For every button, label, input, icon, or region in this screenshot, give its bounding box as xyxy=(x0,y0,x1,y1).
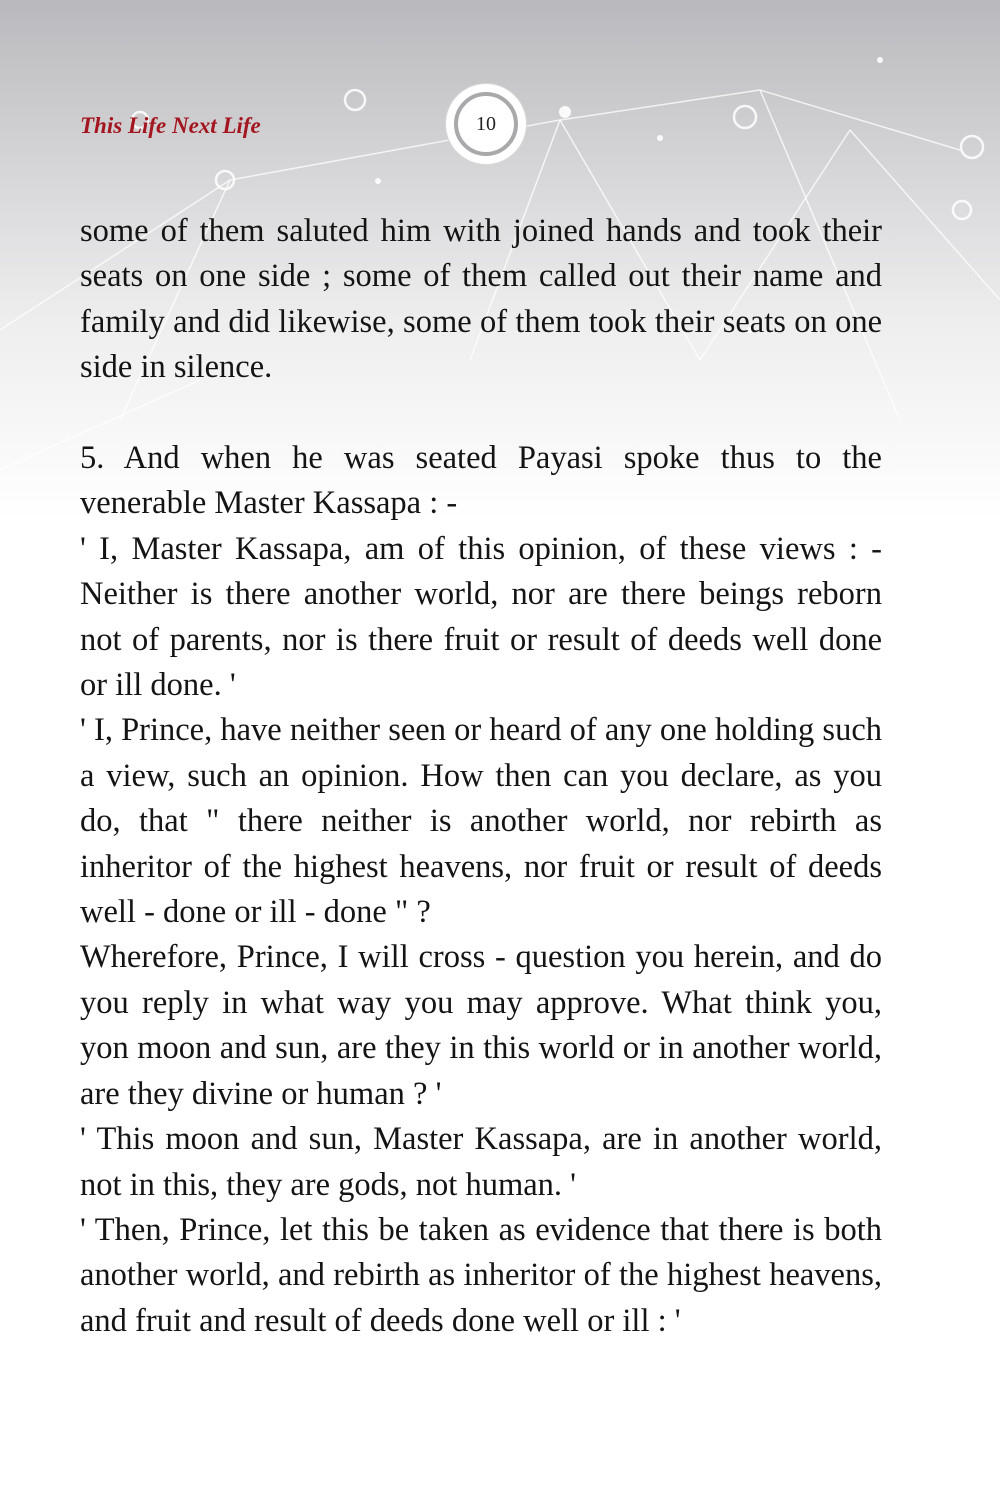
paragraph: Wherefore, Prince, I will cross - question you herein, and do you reply in what way you may approve. What think you, yon moon and sun, are they in this world or in another world, are they divine or human ? ' xyxy=(80,939,882,1112)
book-title: This Life Next Life xyxy=(80,113,261,138)
paragraph: ' I, Master Kassapa, am of this opinion, of these views : - Neither is there another world, nor are there beings reborn not of parents, nor is there fruit or result of deeds well done or ill done. ' xyxy=(80,530,882,704)
page-number: 10 xyxy=(476,113,496,135)
paragraph-gap xyxy=(80,391,882,436)
paragraph: some of them saluted him with joined hands and took their seats on one side ; some of them called out their name and family and did likewise, some of them took their seats on one side in silence. xyxy=(80,213,882,386)
paragraph: 5. And when he was seated Payasi spoke thus to the venerable Master Kassapa : - xyxy=(80,440,882,522)
body-text xyxy=(80,209,882,1344)
paragraph: ' This moon and sun, Master Kassapa, are in another world, not in this, they are gods, not human. ' xyxy=(80,1121,882,1203)
paragraph: ' I, Prince, have neither seen or heard of any one holding such a view, such an opinion. How then can you declare, as you do, that " there neither is another world, nor rebirth as inheritor of the highest heavens, nor fruit or result of deeds well - done or ill - done " ? xyxy=(80,712,882,931)
paragraph: ' Then, Prince, let this be taken as evidence that there is both another world, and rebirth as inheritor of the highest heavens, and fruit and result of deeds done well or ill : ' xyxy=(80,1211,882,1339)
page-number-badge xyxy=(446,84,526,164)
